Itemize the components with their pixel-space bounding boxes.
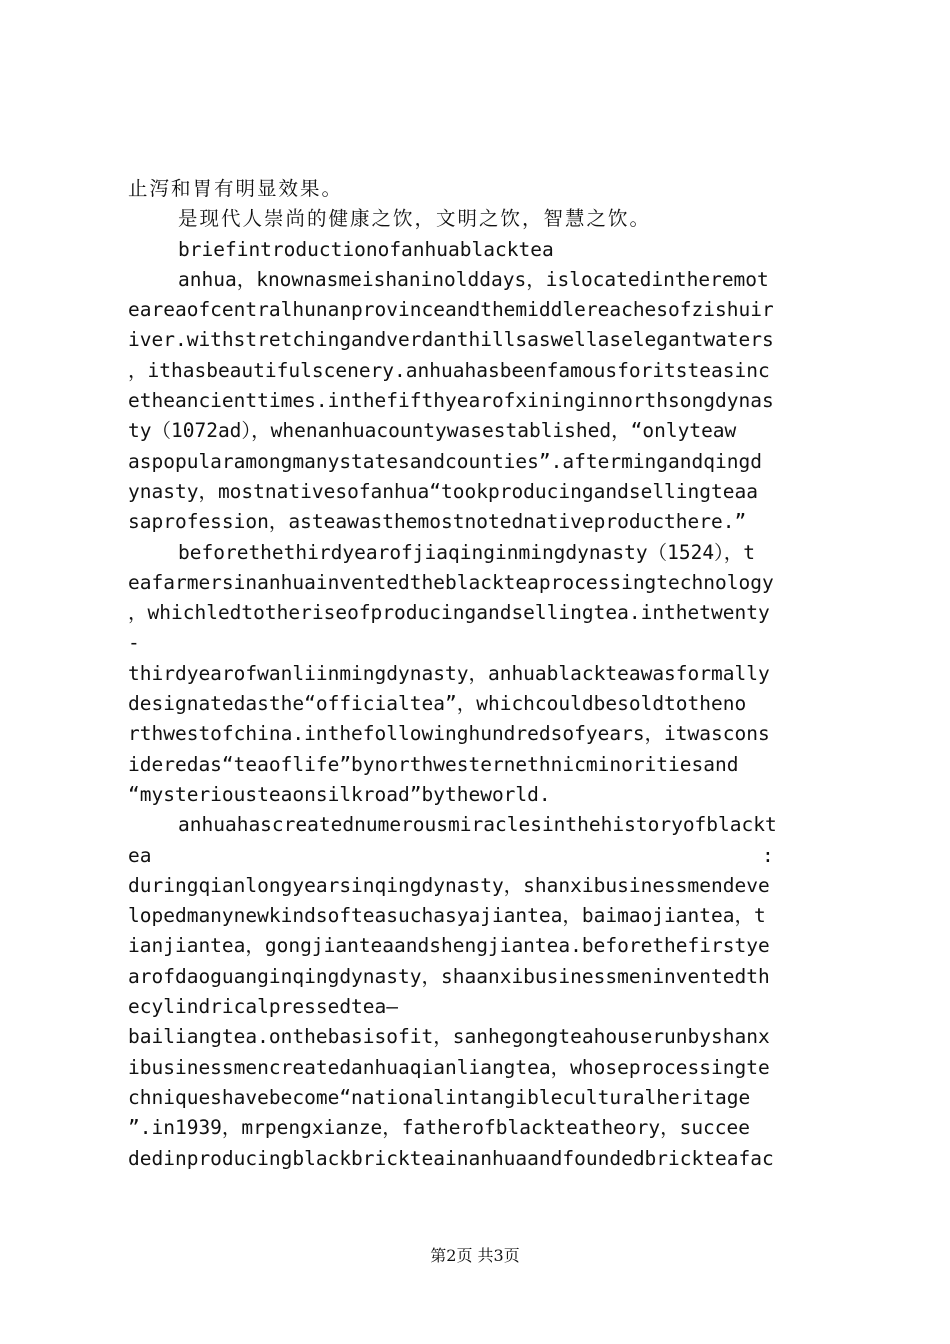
- text-line: dedinproducingblackbrickteainanhuaandfoundedbrickteafac: [128, 1146, 774, 1170]
- text-line: etheancienttimes.inthefifthyearofxininginnorthsongdynas: [128, 389, 774, 413]
- text-line: ，ithasbeautifulscenery.anhuahasbeenfamousforitsteasinc: [128, 358, 770, 382]
- text-line: duringqianlongyearsinqingdynasty，shanxibusinessmendeve: [128, 873, 770, 897]
- text-line: anhuahascreatednumerousmiraclesinthehistoryofblackt: [178, 813, 777, 837]
- text-line: rthwestofchina.inthefollowinghundredsofyears，itwascons: [128, 722, 770, 746]
- text-line: ”.in1939，mrpengxianze，fatherofblackteatheory，succee: [128, 1116, 751, 1140]
- text-line: 是现代人崇尚的健康之饮，文明之饮，智慧之饮。: [178, 207, 652, 231]
- document-body: [128, 174, 834, 1174]
- text-line: ynasty，mostnativesofanhua“tookproducingandsellingteaa: [128, 479, 758, 503]
- page-number-label: 第2页 共3页: [430, 1246, 520, 1265]
- text-line: aspopularamongmanystatesandcounties”.aftermingandqingd: [128, 449, 762, 473]
- text-line: thirdyearofwanliinmingdynasty，anhuablackteawasformally: [128, 661, 770, 685]
- text-line: ea :: [128, 843, 774, 867]
- text-line: eareaofcentralhunanprovinceandthemiddlereachesofzishuir: [128, 298, 774, 322]
- text-line: designatedasthe“officialtea”，whichcouldbesoldtotheno: [128, 692, 747, 716]
- text-line: chniqueshavebecome“nationalintangibleculturalheritage: [128, 1085, 751, 1109]
- text-line: ideredas“teaoflife”bynorthwesternethnicminoritiesand: [128, 752, 739, 776]
- text-line: “mysteriousteaonsilkroad”bytheworld.: [128, 782, 551, 806]
- text-line: iver.withstretchingandverdanthillsaswellaselegantwaters: [128, 328, 774, 352]
- section-heading: briefintroductionofanhuablacktea: [178, 237, 554, 261]
- text-line: saprofession，asteawasthemostnotednativeproducthere.”: [128, 510, 747, 534]
- text-line: lopedmanynewkindsofteasuchasyajiantea，baimaojiantea，t: [128, 904, 766, 928]
- text-line: bailiangtea.onthebasisofit，sanhegongteahouserunbyshanx: [128, 1025, 770, 1049]
- text-line: ecylindricalpressedtea—: [128, 995, 399, 1019]
- text-line: -: [128, 631, 140, 655]
- text-line: beforethethirdyearofjiaqinginmingdynasty（1524），t: [178, 540, 756, 564]
- text-line: 止泻和胃有明显效果。: [128, 177, 344, 200]
- text-line: ty（1072ad），whenanhuacountywasestablished，“onlyteaw: [128, 419, 737, 443]
- text-line: ibusinessmencreatedanhuaqianliangtea，whoseprocessingte: [128, 1055, 770, 1079]
- text-line: eafarmersinanhuainventedtheblackteaprocessingtechnology: [128, 570, 774, 594]
- text-line: ，whichledtotheriseofproducingandsellingtea.inthetwenty: [128, 601, 770, 625]
- text-line: ianjiantea，gongjianteaandshengjiantea.beforethefirstye: [128, 934, 770, 958]
- text-line: arofdaoguanginqingdynasty，shaanxibusinessmeninventedth: [128, 964, 770, 988]
- page-footer: [0, 1243, 950, 1266]
- text-line: anhua，knownasmeishaninolddays，islocatedintheremot: [178, 267, 769, 291]
